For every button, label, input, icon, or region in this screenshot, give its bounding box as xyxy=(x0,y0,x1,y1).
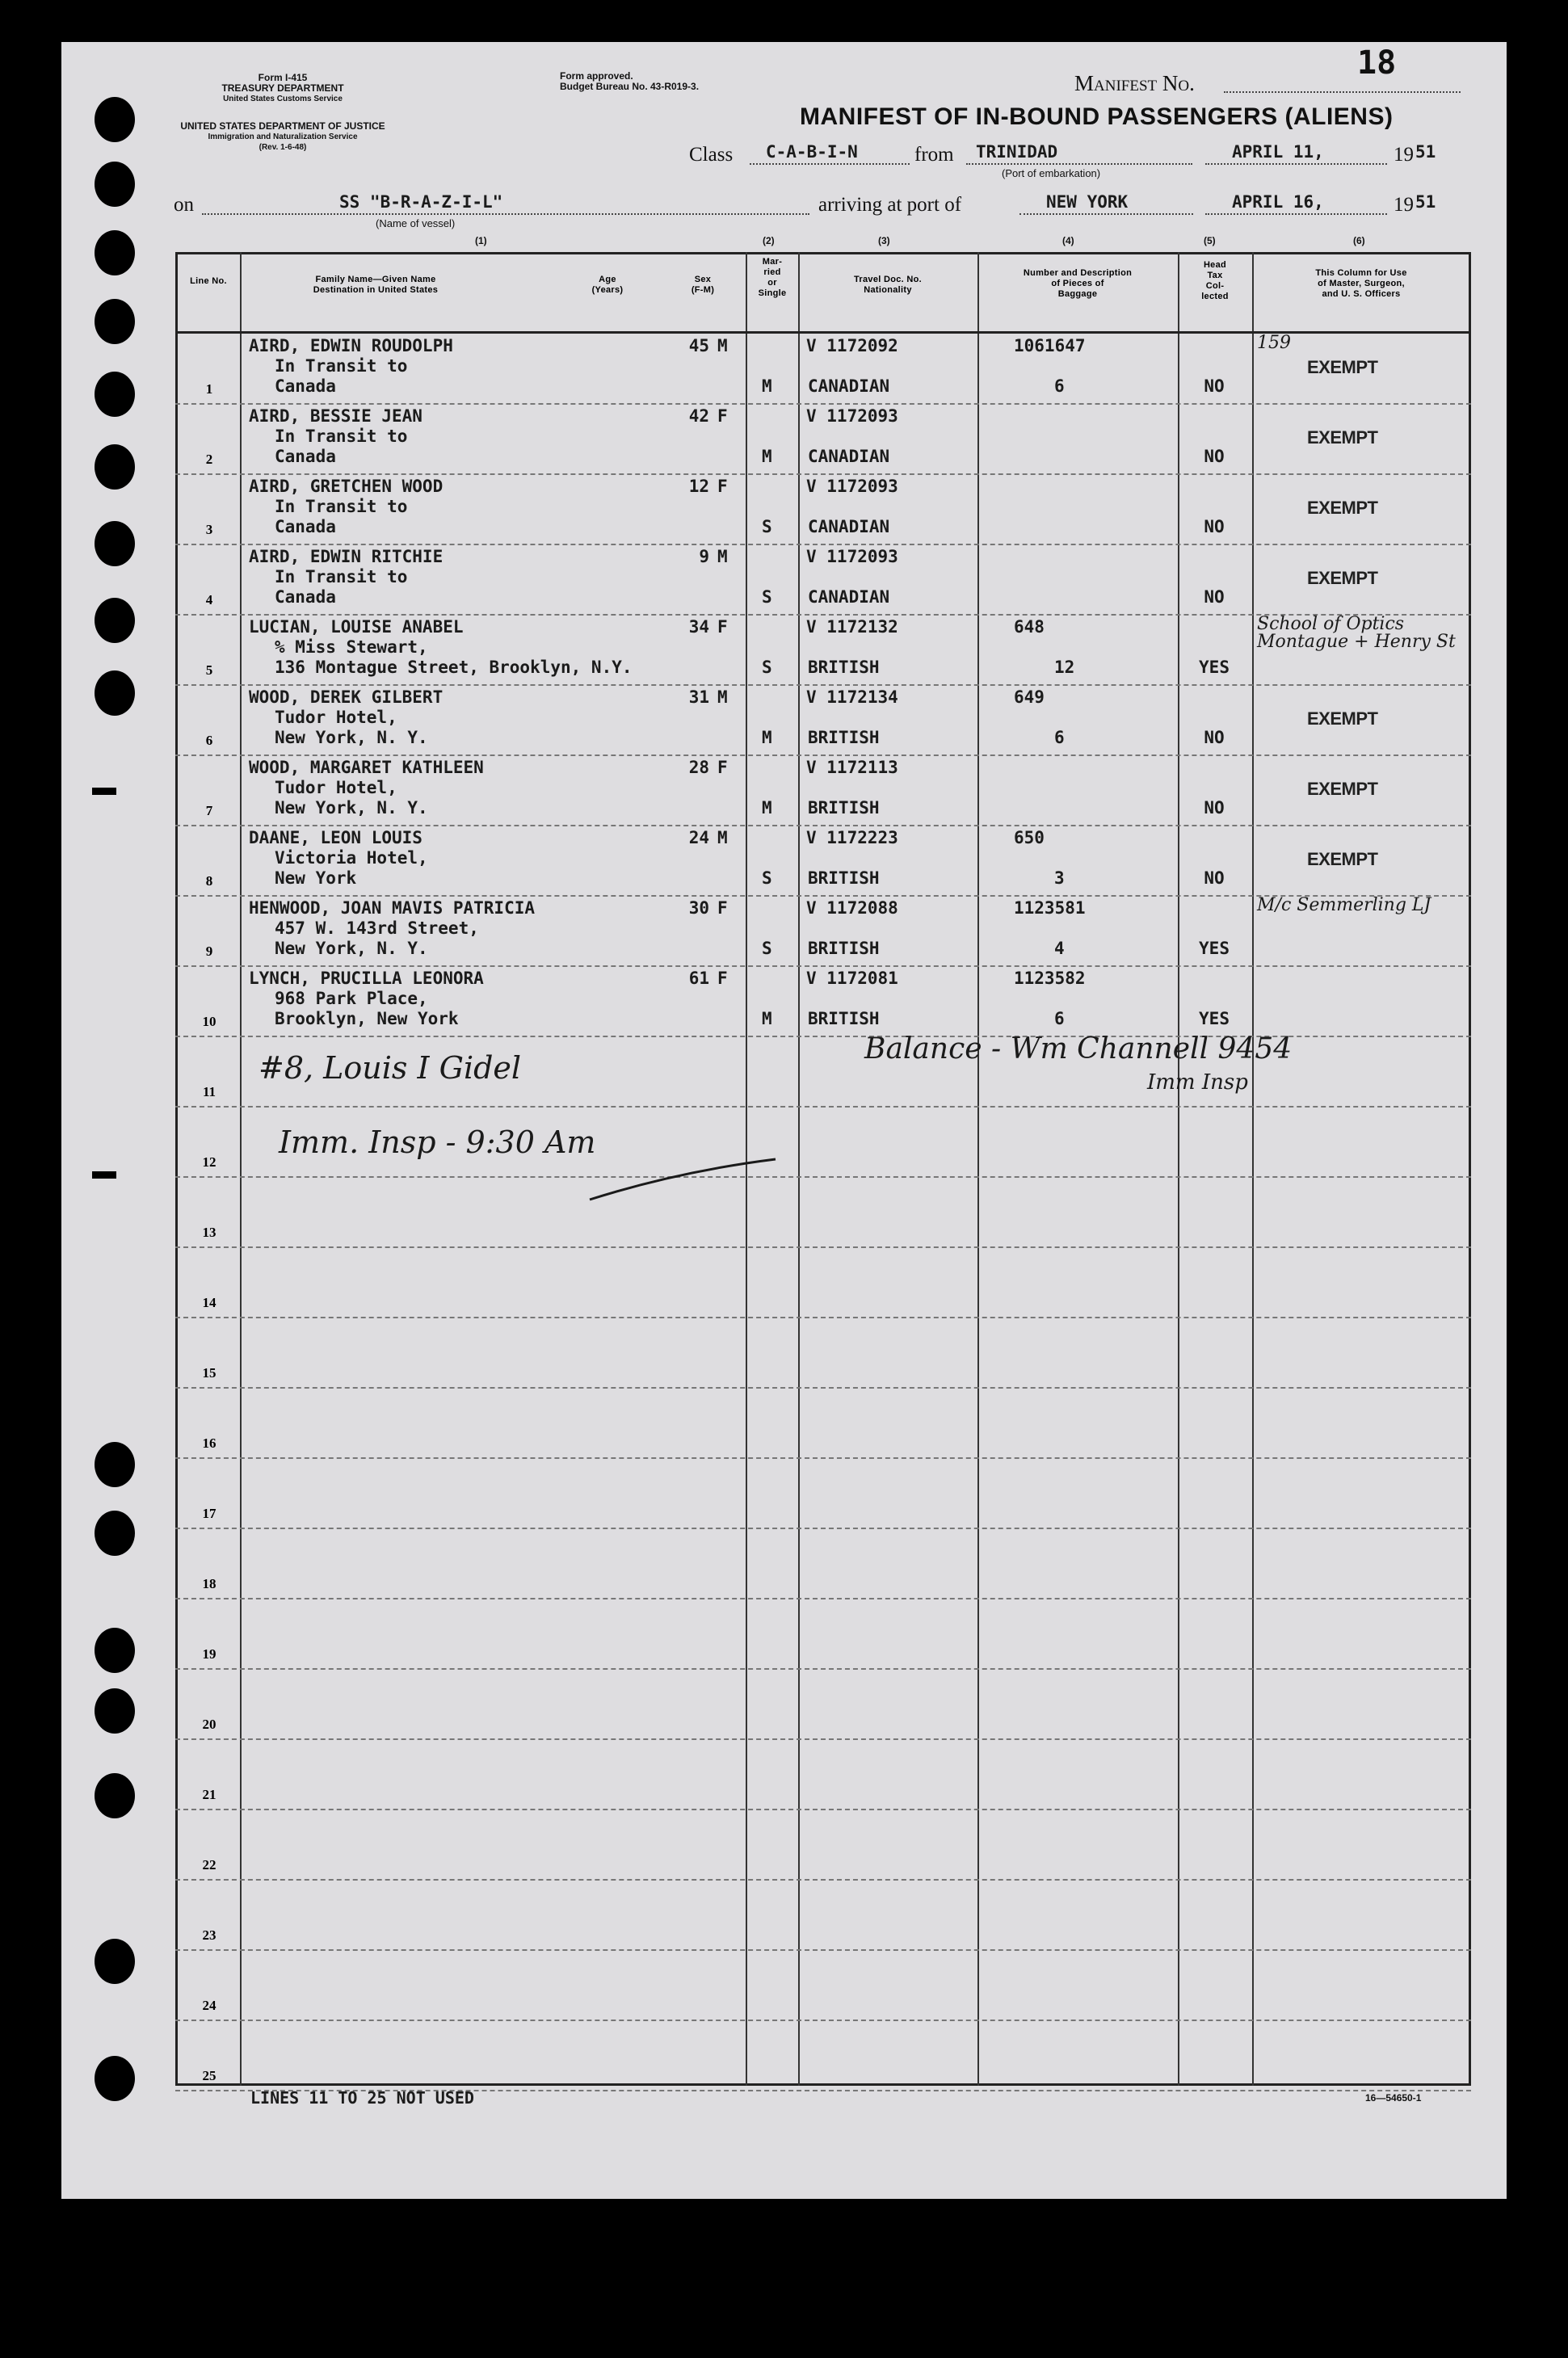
officer-handwritten-note: School of Optics Montague + Henry St xyxy=(1257,614,1456,652)
line-number: 7 xyxy=(205,803,213,818)
nationality: BRITISH xyxy=(808,868,880,888)
line-number: 17 xyxy=(202,1506,216,1521)
marital-status: S xyxy=(762,587,772,607)
destination-line2: Canada xyxy=(275,587,336,607)
marital-status: S xyxy=(762,517,772,536)
arrival-port: NEW YORK xyxy=(1046,192,1129,212)
travel-doc-number: V 1172134 xyxy=(806,687,898,707)
destination-line2: New York xyxy=(275,868,357,888)
travel-doc-number: V 1172088 xyxy=(806,898,898,918)
nationality: BRITISH xyxy=(808,939,880,958)
col-num-3: (3) xyxy=(878,235,890,246)
arrival-date: APRIL 16, xyxy=(1232,192,1324,212)
on-label: on xyxy=(174,194,194,216)
col-num-4: (4) xyxy=(1062,235,1074,246)
row-rule xyxy=(175,1106,1471,1108)
passenger-name: AIRD, EDWIN RITCHIE xyxy=(249,547,443,566)
exempt-stamp: EXEMPT xyxy=(1307,427,1378,448)
passenger-name: WOOD, DEREK GILBERT xyxy=(249,687,443,707)
travel-doc-number: V 1172093 xyxy=(806,477,898,496)
col-divider xyxy=(1178,252,1179,2086)
passenger-sex: M xyxy=(717,828,728,847)
col-header-sex: Sex (F-M) xyxy=(691,275,715,295)
print-code: 16—54650-1 xyxy=(1365,2092,1422,2104)
row-rule xyxy=(175,825,1471,826)
baggage-number: 648 xyxy=(1014,617,1045,637)
handwritten-note-line11: #8, Louis I Gidel xyxy=(259,1050,522,1086)
line-number: 20 xyxy=(202,1717,216,1732)
destination-line1: In Transit to xyxy=(275,427,408,446)
handwritten-underline xyxy=(582,1151,784,1208)
row-rule xyxy=(175,1949,1471,1951)
manifest-no-label: Manifest No. xyxy=(1074,71,1195,95)
punch-hole xyxy=(95,1442,135,1487)
head-tax-collected: YES xyxy=(1199,939,1230,958)
exempt-stamp: EXEMPT xyxy=(1307,779,1378,799)
line-number: 18 xyxy=(202,1576,216,1591)
destination-line2: Canada xyxy=(275,376,336,396)
passenger-sex: M xyxy=(717,336,728,355)
line-number: 8 xyxy=(205,873,213,889)
row-rule xyxy=(175,1317,1471,1318)
nationality: BRITISH xyxy=(808,798,880,818)
destination-line1: In Transit to xyxy=(275,497,408,516)
exempt-stamp: EXEMPT xyxy=(1307,708,1378,729)
officer-handwritten-note: 159 xyxy=(1257,333,1291,353)
line-number: 11 xyxy=(202,1084,216,1099)
line-number: 6 xyxy=(205,733,213,748)
passenger-name: LUCIAN, LOUISE ANABEL xyxy=(249,617,464,637)
baggage-pieces: 12 xyxy=(1054,658,1075,677)
exempt-stamp: EXEMPT xyxy=(1307,849,1378,869)
passenger-age: 45 xyxy=(688,336,709,355)
manifest-number: 18 xyxy=(1357,44,1397,82)
head-tax-collected: YES xyxy=(1199,1009,1230,1028)
line-number: 22 xyxy=(202,1857,216,1873)
col-header-travel-doc: Travel Doc. No. Nationality xyxy=(854,275,922,295)
travel-doc-number: V 1172132 xyxy=(806,617,898,637)
handwritten-note-line12: Imm. Insp - 9:30 Am xyxy=(279,1124,596,1160)
line-number: 9 xyxy=(205,944,213,959)
travel-doc-number: V 1172113 xyxy=(806,758,898,777)
destination-line1: In Transit to xyxy=(275,567,408,586)
baggage-number: 650 xyxy=(1014,828,1045,847)
row-rule xyxy=(175,965,1471,967)
destination-line1: Tudor Hotel, xyxy=(275,778,397,797)
line-number: 12 xyxy=(202,1154,216,1170)
baggage-pieces: 6 xyxy=(1054,1009,1065,1028)
year-prefix: 19 xyxy=(1394,144,1414,166)
row-rule xyxy=(175,1246,1471,1248)
departure-date: APRIL 11, xyxy=(1232,142,1324,162)
col-divider xyxy=(977,252,979,2086)
manifest-no-line xyxy=(1224,91,1461,93)
line-number: 16 xyxy=(202,1435,216,1451)
row-rule xyxy=(175,684,1471,686)
row-rule xyxy=(175,1668,1471,1670)
col-num-2: (2) xyxy=(763,235,775,246)
baggage-number: 649 xyxy=(1014,687,1045,707)
col-header-head-tax: Head Tax Col- lected xyxy=(1201,260,1229,301)
head-tax-collected: NO xyxy=(1204,376,1225,396)
punch-hole xyxy=(95,230,135,275)
passenger-name: AIRD, BESSIE JEAN xyxy=(249,406,422,426)
marital-status: M xyxy=(762,728,772,747)
passenger-age: 34 xyxy=(688,617,709,637)
col-header-line: Line No. xyxy=(190,276,227,286)
port-caption: (Port of embarkation) xyxy=(1002,167,1101,179)
punch-hole xyxy=(95,521,135,566)
passenger-sex: F xyxy=(717,617,728,637)
col-header-officers: This Column for Use of Master, Surgeon, and U. S. Officers xyxy=(1315,268,1407,299)
destination-line1: In Transit to xyxy=(275,356,408,376)
punch-hole xyxy=(95,1773,135,1818)
budget-bureau: Budget Bureau No. 43-R019-3. xyxy=(560,81,700,92)
col-num-1: (1) xyxy=(475,235,487,246)
baggage-pieces: 3 xyxy=(1054,868,1065,888)
marital-status: M xyxy=(762,376,772,396)
travel-doc-number: V 1172223 xyxy=(806,828,898,847)
punch-hole xyxy=(95,1628,135,1673)
row-rule xyxy=(175,1457,1471,1459)
customs-service: United States Customs Service xyxy=(223,95,343,103)
destination-line2: Brooklyn, New York xyxy=(275,1009,459,1028)
col-divider xyxy=(240,252,242,2086)
baggage-pieces: 6 xyxy=(1054,728,1065,747)
head-tax-collected: NO xyxy=(1204,728,1225,747)
marital-status: M xyxy=(762,447,772,466)
col-divider xyxy=(1252,252,1254,2086)
baggage-number: 1061647 xyxy=(1014,336,1086,355)
head-tax-collected: NO xyxy=(1204,798,1225,818)
row-rule xyxy=(175,473,1471,475)
passenger-name: HENWOOD, JOAN MAVIS PATRICIA xyxy=(249,898,536,918)
marital-status: S xyxy=(762,939,772,958)
officer-handwritten-note: M/c Semmerling LJ xyxy=(1257,895,1431,915)
handwritten-inspector: Imm Insp xyxy=(1147,1070,1248,1095)
punch-hole xyxy=(95,97,135,142)
baggage-number: 1123582 xyxy=(1014,969,1086,988)
arrival-year: 51 xyxy=(1415,192,1436,212)
head-tax-collected: NO xyxy=(1204,447,1225,466)
passenger-name: WOOD, MARGARET KATHLEEN xyxy=(249,758,484,777)
destination-line1: Victoria Hotel, xyxy=(275,848,428,868)
nationality: CANADIAN xyxy=(808,517,890,536)
justice-dept: UNITED STATES DEPARTMENT OF JUSTICE xyxy=(180,120,385,132)
travel-doc-number: V 1172093 xyxy=(806,406,898,426)
passenger-sex: F xyxy=(717,898,728,918)
marital-status: S xyxy=(762,868,772,888)
punch-hole xyxy=(95,1939,135,1984)
passenger-name: AIRD, EDWIN ROUDOLPH xyxy=(249,336,453,355)
passenger-age: 30 xyxy=(688,898,709,918)
travel-doc-number: V 1172081 xyxy=(806,969,898,988)
nationality: CANADIAN xyxy=(808,376,890,396)
destination-line2: New York, N. Y. xyxy=(275,728,428,747)
destination-line1: % Miss Stewart, xyxy=(275,637,428,657)
col-header-married: Mar- ried or Single xyxy=(758,257,787,298)
line-number: 19 xyxy=(202,1646,216,1662)
destination-line1: Tudor Hotel, xyxy=(275,708,397,727)
exempt-stamp: EXEMPT xyxy=(1307,357,1378,377)
passenger-sex: M xyxy=(717,687,728,707)
row-rule xyxy=(175,754,1471,756)
destination-line2: New York, N. Y. xyxy=(275,939,428,958)
line-number: 10 xyxy=(202,1014,216,1029)
passenger-age: 31 xyxy=(688,687,709,707)
passenger-name: DAANE, LEON LOUIS xyxy=(249,828,422,847)
row-rule xyxy=(175,403,1471,405)
head-tax-collected: NO xyxy=(1204,517,1225,536)
line-number: 25 xyxy=(202,2068,216,2083)
destination-line2: 136 Montague Street, Brooklyn, N.Y. xyxy=(275,658,633,677)
line-number: 2 xyxy=(205,452,213,467)
line-number: 1 xyxy=(205,381,213,397)
row-rule xyxy=(175,544,1471,545)
year-prefix-2: 19 xyxy=(1394,194,1414,216)
col-num-5: (5) xyxy=(1204,235,1216,246)
treasury-dept: TREASURY DEPARTMENT xyxy=(221,82,344,94)
col-header-name: Family Name—Given Name Destination in United States xyxy=(313,275,439,295)
passenger-sex: F xyxy=(717,406,728,426)
passenger-age: 42 xyxy=(688,406,709,426)
row-rule xyxy=(175,1176,1471,1178)
punch-hole xyxy=(95,162,135,207)
arrival-date-line xyxy=(1205,213,1387,215)
col-divider xyxy=(798,252,800,2086)
destination-line2: Canada xyxy=(275,517,336,536)
vessel-name: SS "B-R-A-Z-I-L" xyxy=(339,192,503,212)
punch-slot xyxy=(92,788,116,795)
nationality: CANADIAN xyxy=(808,447,890,466)
row-rule xyxy=(175,1598,1471,1599)
punch-hole xyxy=(95,1688,135,1734)
ins-service: Immigration and Naturalization Service xyxy=(208,132,358,141)
arriving-label: arriving at port of xyxy=(818,194,962,216)
row-rule xyxy=(175,1387,1471,1389)
destination-line1: 968 Park Place, xyxy=(275,989,428,1008)
class-line xyxy=(750,163,910,165)
punch-hole xyxy=(95,598,135,643)
baggage-pieces: 4 xyxy=(1054,939,1065,958)
baggage-number: 1123581 xyxy=(1014,898,1086,918)
punch-hole xyxy=(95,670,135,716)
passenger-age: 24 xyxy=(688,828,709,847)
form-approved: Form approved. xyxy=(560,70,633,82)
passenger-age: 12 xyxy=(688,477,709,496)
passenger-age: 28 xyxy=(688,758,709,777)
nationality: BRITISH xyxy=(808,1009,880,1028)
line-number: 14 xyxy=(202,1295,216,1310)
passenger-name: AIRD, GRETCHEN WOOD xyxy=(249,477,443,496)
line-number: 13 xyxy=(202,1225,216,1240)
arrival-port-line xyxy=(1019,213,1193,215)
vessel-caption: (Name of vessel) xyxy=(376,217,456,229)
row-rule xyxy=(175,1809,1471,1810)
date-line xyxy=(1205,163,1387,165)
col-header-baggage: Number and Description of Pieces of Baggage xyxy=(1023,268,1133,299)
passenger-sex: F xyxy=(717,477,728,496)
nationality: BRITISH xyxy=(808,658,880,677)
punch-hole xyxy=(95,299,135,344)
line-number: 24 xyxy=(202,1998,216,2013)
from-line xyxy=(966,163,1192,165)
head-tax-collected: NO xyxy=(1204,868,1225,888)
punch-hole xyxy=(95,444,135,490)
form-revision: (Rev. 1-6-48) xyxy=(259,143,307,152)
line-number: 15 xyxy=(202,1365,216,1381)
punch-hole xyxy=(95,1511,135,1556)
from-label: from xyxy=(914,144,954,166)
manifest-title: MANIFEST OF IN-BOUND PASSENGERS (ALIENS) xyxy=(800,103,1394,130)
passenger-age: 61 xyxy=(688,969,709,988)
destination-line2: Canada xyxy=(275,447,336,466)
departure-year: 51 xyxy=(1415,142,1436,162)
travel-doc-number: V 1172092 xyxy=(806,336,898,355)
col-header-age: Age (Years) xyxy=(591,275,624,295)
unused-lines-note: LINES 11 TO 25 NOT USED xyxy=(250,2088,474,2108)
passenger-sex: F xyxy=(717,969,728,988)
exempt-stamp: EXEMPT xyxy=(1307,498,1378,518)
marital-status: M xyxy=(762,798,772,818)
col-num-6: (6) xyxy=(1353,235,1365,246)
passenger-age: 9 xyxy=(699,547,709,566)
row-rule xyxy=(175,1738,1471,1740)
form-number: Form I-415 xyxy=(258,72,308,83)
baggage-pieces: 6 xyxy=(1054,376,1065,396)
head-tax-collected: NO xyxy=(1204,587,1225,607)
row-rule xyxy=(175,1879,1471,1881)
vessel-line xyxy=(202,213,809,215)
punch-slot xyxy=(92,1171,116,1179)
destination-line2: New York, N. Y. xyxy=(275,798,428,818)
passenger-name: LYNCH, PRUCILLA LEONORA xyxy=(249,969,484,988)
marital-status: S xyxy=(762,658,772,677)
row-rule xyxy=(175,1528,1471,1529)
line-number: 23 xyxy=(202,1927,216,1943)
class-value: C-A-B-I-N xyxy=(766,142,858,162)
line-number: 21 xyxy=(202,1787,216,1802)
handwritten-balance-note: Balance - Wm Channell 9454 xyxy=(864,1032,1293,1066)
class-label: Class xyxy=(689,144,734,166)
row-rule xyxy=(175,2020,1471,2021)
passenger-sex: F xyxy=(717,758,728,777)
passenger-sex: M xyxy=(717,547,728,566)
nationality: BRITISH xyxy=(808,728,880,747)
destination-line1: 457 W. 143rd Street, xyxy=(275,918,479,938)
line-number: 5 xyxy=(205,662,213,678)
punch-hole xyxy=(95,2056,135,2101)
punch-hole xyxy=(95,372,135,417)
nationality: CANADIAN xyxy=(808,587,890,607)
head-tax-collected: YES xyxy=(1199,658,1230,677)
marital-status: M xyxy=(762,1009,772,1028)
travel-doc-number: V 1172093 xyxy=(806,547,898,566)
exempt-stamp: EXEMPT xyxy=(1307,568,1378,588)
line-number: 3 xyxy=(205,522,213,537)
embarkation-port: TRINIDAD xyxy=(976,142,1058,162)
line-number: 4 xyxy=(205,592,213,607)
